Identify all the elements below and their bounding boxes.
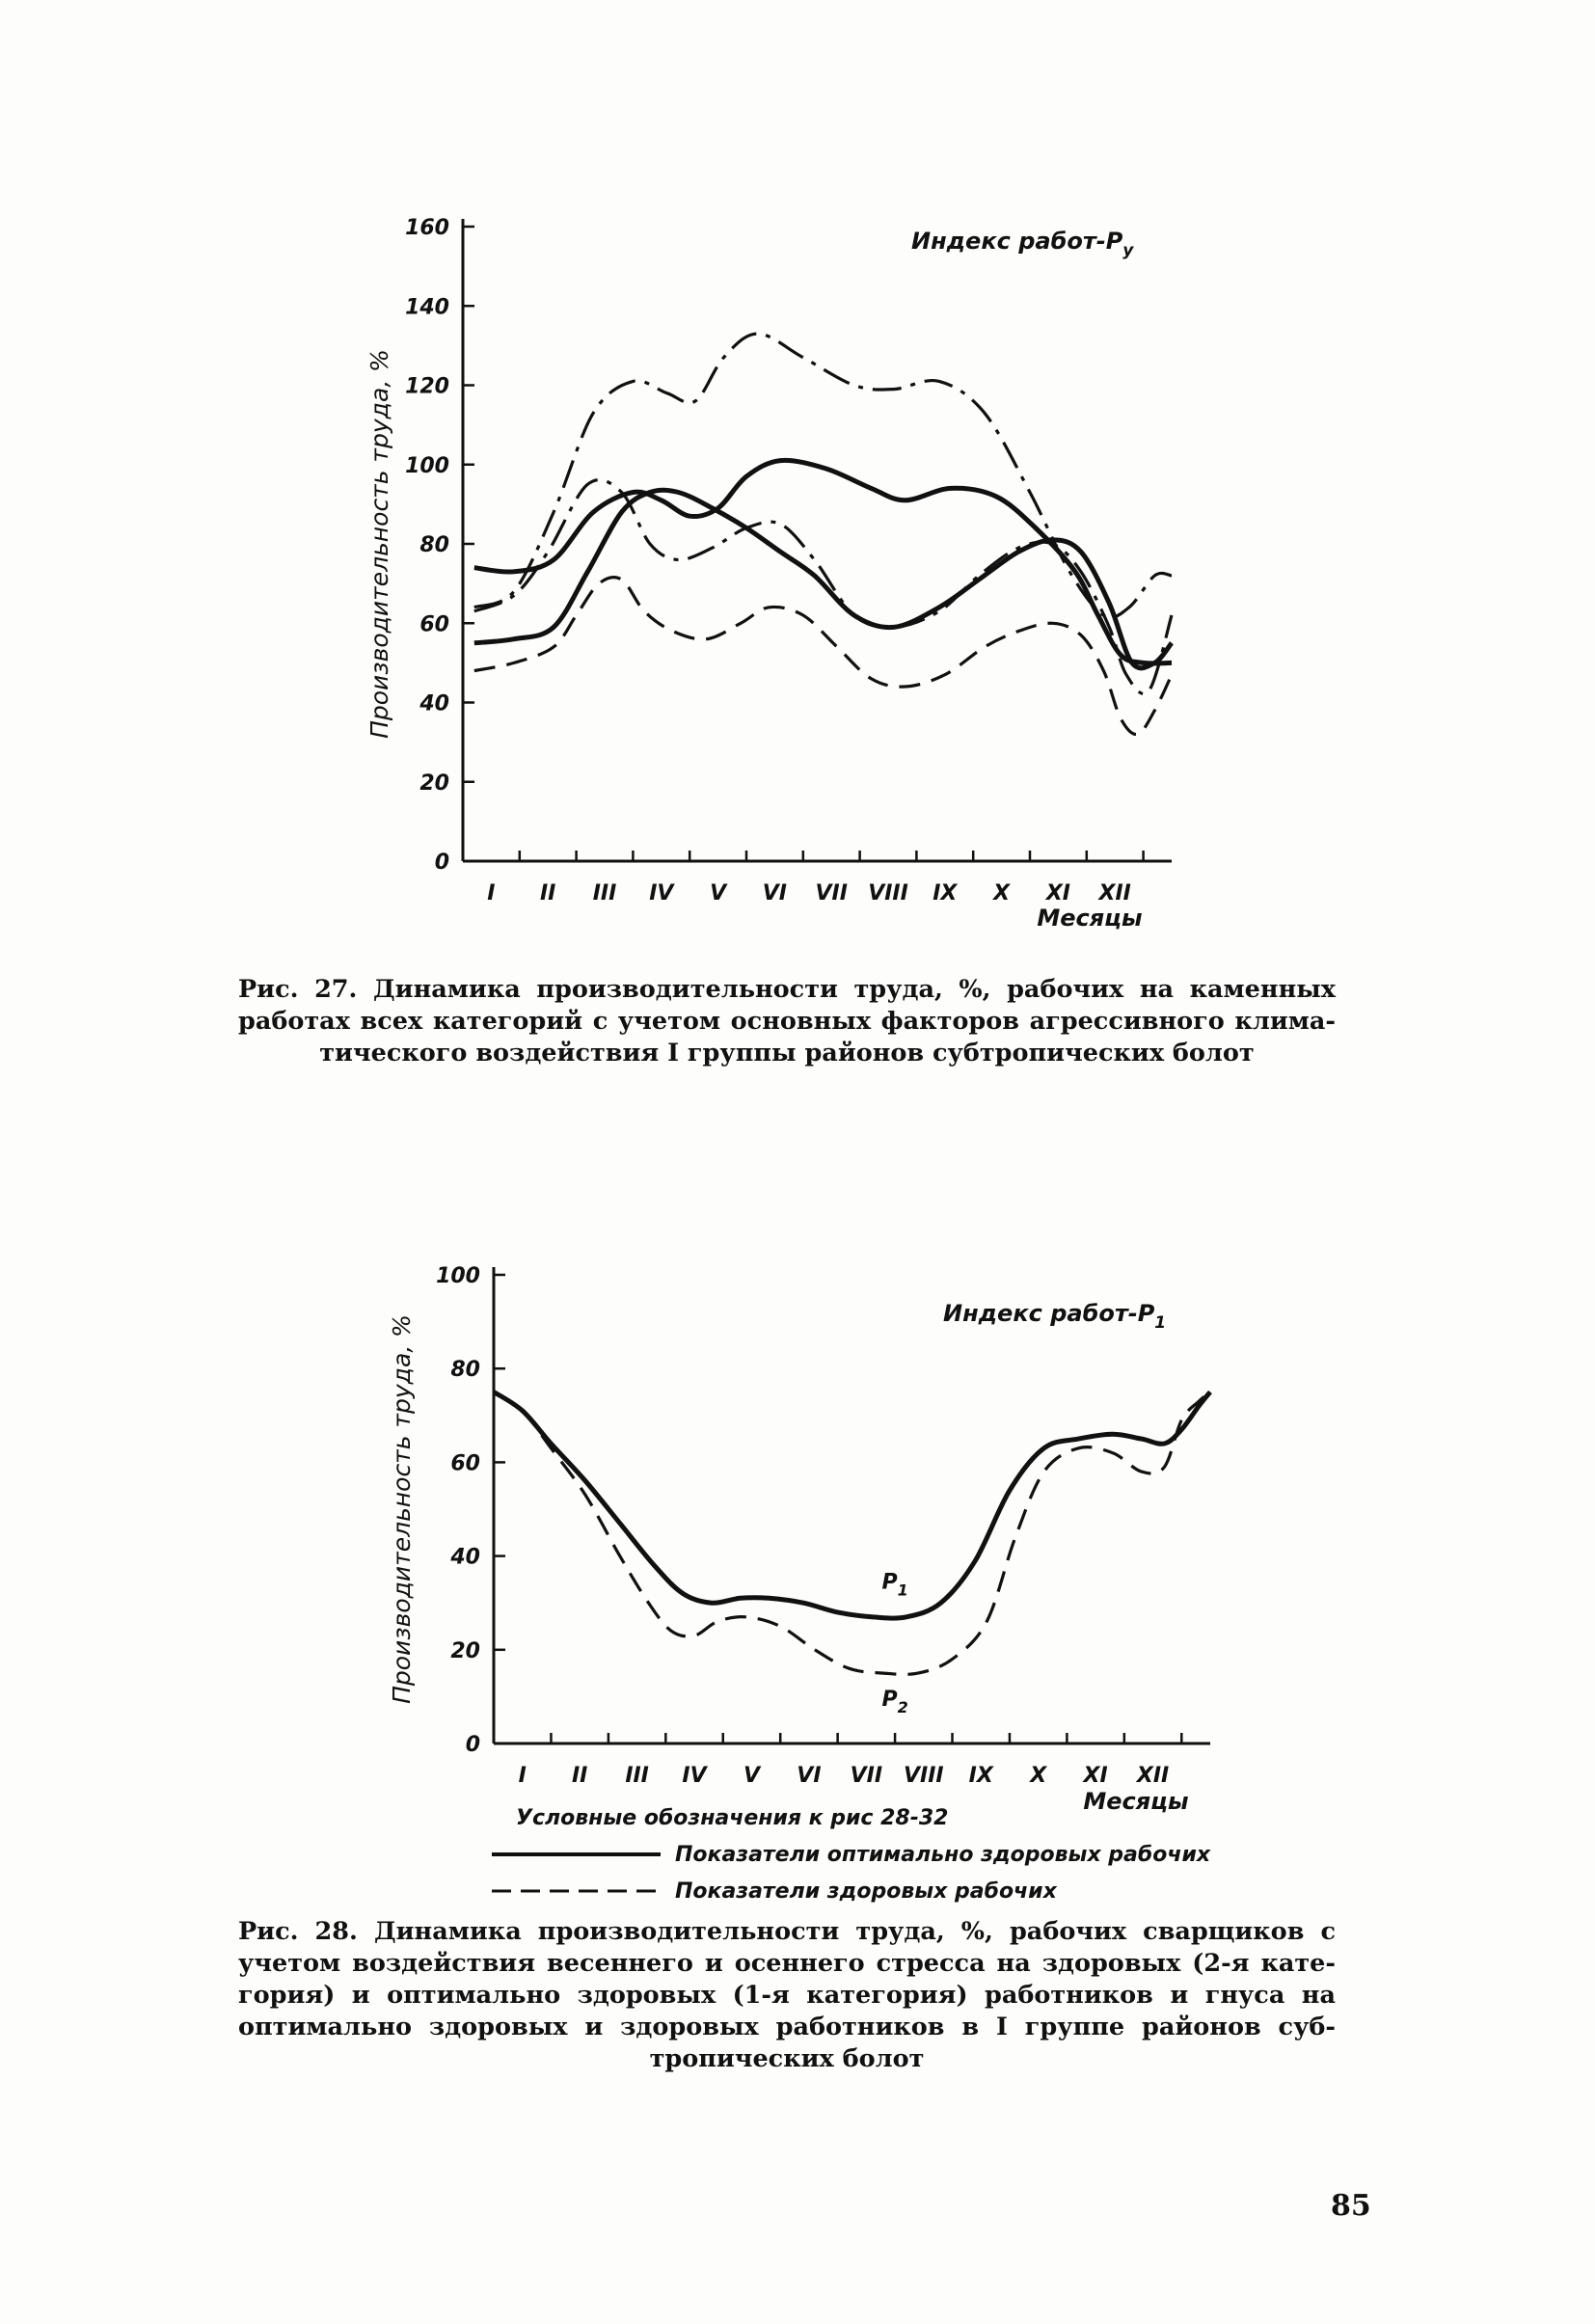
x-tick-label: XII: [1098, 881, 1131, 905]
series-line: [494, 1392, 1210, 1619]
x-axis-title: Месяцы: [1037, 905, 1143, 932]
y-axis-title: Производительность труда, %: [365, 349, 393, 739]
caption-line: тического воздействия I группы районов субтропических болот: [319, 1039, 1255, 1067]
y-axis-title: Производительность труда, %: [388, 1314, 416, 1704]
series-label-subscript: 1: [897, 1581, 908, 1600]
x-tick-label: VIII: [868, 881, 908, 905]
figure-27-caption: [238, 974, 1336, 1069]
legend-label: Показатели здоровых рабочих: [675, 1879, 1057, 1904]
x-tick-label: VI: [797, 1764, 822, 1788]
y-tick-label: 100: [405, 453, 449, 478]
x-tick-label: IX: [933, 881, 958, 905]
legend-label: Показатели оптимально здоровых рабочих: [675, 1843, 1211, 1867]
y-tick-label: 100: [436, 1264, 480, 1288]
x-tick-label: III: [592, 881, 617, 905]
caption-line: тропических болот: [649, 2044, 925, 2073]
x-tick-label: VIII: [904, 1764, 944, 1788]
series-label: $P_2$: [881, 1688, 908, 1717]
caption-line: Рис. 27. Динамика производительности труда, %, рабочих на каменных: [238, 975, 1336, 1004]
x-tick-label: X: [1030, 1764, 1047, 1788]
y-tick-label: 0: [434, 851, 449, 875]
x-tick-label: III: [625, 1764, 649, 1788]
x-tick-label: VII: [850, 1764, 883, 1788]
y-tick-label: 160: [405, 216, 449, 240]
figure-28-caption: [238, 1916, 1336, 2075]
x-tick-label: X: [993, 881, 1011, 905]
page-number: 85: [1331, 2189, 1371, 2223]
x-tick-label: I: [518, 1764, 527, 1788]
y-tick-label: 80: [419, 533, 449, 557]
y-tick-label: 140: [405, 295, 449, 320]
y-tick-label: 20: [450, 1638, 480, 1663]
y-tick-label: 80: [450, 1358, 480, 1383]
x-tick-label: I: [487, 881, 496, 905]
y-tick-label: 120: [405, 374, 449, 399]
x-tick-label: V: [710, 881, 727, 905]
caption-line: Рис. 28. Динамика производительности труда, %, рабочих сварщиков с: [238, 1917, 1336, 1946]
y-tick-label: 60: [450, 1451, 480, 1476]
x-tick-label: II: [540, 881, 556, 905]
figure-27-chart: [0, 0, 1595, 964]
x-tick-label: XII: [1136, 1764, 1170, 1788]
chart-title-subscript: y: [1122, 241, 1134, 260]
chart-title-subscript: 1: [1154, 1313, 1167, 1333]
y-tick-label: 20: [419, 770, 449, 796]
x-tick-label: IV: [649, 881, 674, 905]
x-tick-label: VI: [762, 881, 788, 905]
y-tick-label: 40: [450, 1545, 480, 1570]
series-line: [474, 334, 1172, 617]
y-tick-label: 40: [419, 691, 449, 716]
y-tick-label: 0: [465, 1733, 480, 1757]
x-tick-label: XI: [1083, 1764, 1108, 1788]
series-line: [474, 490, 1172, 668]
series-line: [474, 578, 1172, 735]
x-tick-label: IV: [682, 1764, 707, 1788]
x-tick-label: VII: [815, 881, 848, 905]
caption-line: гория) и оптимально здоровых (1-я категория) работников и гнуса на: [238, 1981, 1336, 2010]
y-tick-label: 60: [419, 612, 449, 637]
caption-line: работах всех категорий с учетом основных факторов агрессивного клима-: [238, 1007, 1336, 1036]
caption-line: оптимально здоровых и здоровых работников в I группе районов суб-: [238, 2013, 1336, 2041]
caption-line: учетом воздействия весеннего и осеннего стресса на здоровых (2-я кате-: [238, 1949, 1336, 1978]
x-tick-label: V: [743, 1764, 760, 1788]
chart-title: Индекс работ-$P_y$: [911, 228, 1134, 260]
x-tick-label: II: [571, 1764, 588, 1788]
series-label: $P_1$: [881, 1570, 908, 1600]
chart-title: Индекс работ-$P_1$: [943, 1300, 1167, 1333]
x-tick-label: XI: [1045, 881, 1070, 905]
legend-title: Условные обозначения к рис 28-32: [516, 1806, 949, 1830]
series-label-subscript: 2: [897, 1698, 908, 1717]
x-axis-title: Месяцы: [1083, 1788, 1189, 1815]
x-tick-label: IX: [968, 1764, 993, 1788]
